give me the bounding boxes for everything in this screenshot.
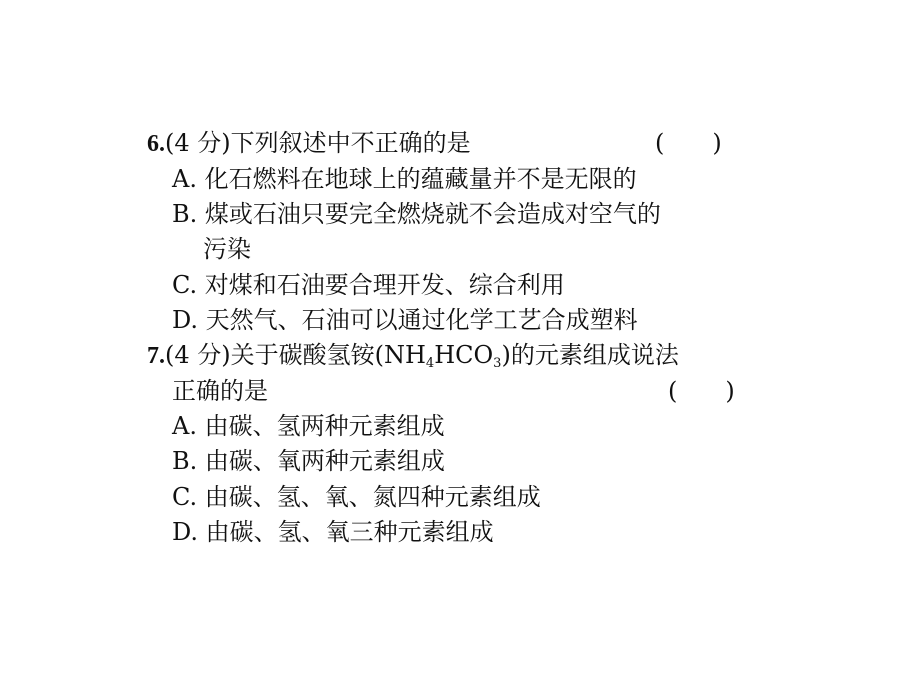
option-d	[172, 517, 494, 547]
option-text: 对煤和石油要合理开发、综合利用	[204, 271, 565, 299]
answer-paren: ( )	[655, 129, 722, 157]
option-d	[172, 305, 638, 335]
question-score: (4 分)	[165, 341, 231, 369]
option-a	[172, 164, 637, 194]
option-label: C.	[172, 271, 198, 299]
option-text: 化石燃料在地球上的蕴藏量并不是无限的	[204, 165, 637, 193]
question-score: (4 分)	[165, 129, 231, 157]
option-label: C.	[172, 483, 198, 511]
option-label: D.	[172, 306, 199, 334]
formula-subscript: 4	[425, 356, 435, 371]
option-b	[172, 446, 445, 476]
option-label: A.	[172, 412, 197, 440]
formula-subscript: 3	[493, 356, 502, 371]
option-label: D.	[172, 518, 199, 546]
option-label: B.	[172, 447, 198, 475]
answer-paren: ( )	[668, 377, 735, 405]
option-c	[172, 270, 565, 300]
option-a	[172, 411, 445, 441]
question-number: 6.	[147, 131, 165, 157]
option-text: 由碳、氧两种元素组成	[204, 447, 445, 475]
question-stem-text: )的元素组成说法	[501, 341, 679, 369]
option-text: 天然气、石油可以通过化学工艺合成塑料	[205, 306, 638, 334]
question-stem-text: 下列叙述中不正确的是	[230, 129, 471, 157]
option-b	[172, 199, 661, 229]
option-label: B.	[172, 200, 198, 228]
question-7-stem	[147, 340, 679, 371]
question-number: 7.	[147, 343, 165, 369]
option-c	[172, 482, 541, 512]
option-text: 由碳、氢、氧三种元素组成	[205, 518, 494, 546]
question-6-stem	[147, 128, 471, 159]
question-stem-text: 关于碳酸氢铵(NH	[230, 341, 426, 369]
question-7-stem-line2: 正确的是	[172, 377, 268, 405]
option-b-continuation: 污染	[203, 235, 251, 263]
option-text: 煤或石油只要完全燃烧就不会造成对空气的	[204, 200, 661, 228]
option-label: A.	[172, 165, 197, 193]
option-text: 由碳、氢、氧、氮四种元素组成	[204, 483, 541, 511]
question-stem-text: HCO	[434, 341, 494, 369]
option-text: 由碳、氢两种元素组成	[204, 412, 445, 440]
